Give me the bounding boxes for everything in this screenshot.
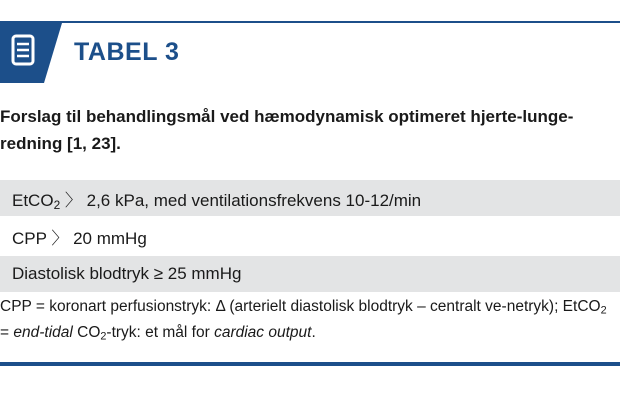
footnote-text: CO bbox=[72, 324, 101, 341]
table-title: TABEL 3 bbox=[74, 38, 180, 66]
table-footnote bbox=[0, 294, 610, 346]
subscript: 2 bbox=[53, 197, 61, 212]
table-cell bbox=[0, 180, 620, 217]
footnote-text: . bbox=[311, 324, 316, 341]
footnote-text: = bbox=[0, 324, 14, 341]
treatment-goals-table bbox=[0, 180, 620, 294]
document-list-icon bbox=[0, 23, 62, 83]
cell-text: Diastolisk blodtryk ≥ 25 mmHg bbox=[12, 264, 242, 283]
cell-text: CPP 〉 20 mmHg bbox=[12, 228, 147, 248]
bottom-rule bbox=[0, 362, 620, 366]
table-row bbox=[0, 180, 620, 217]
footnote-text: CPP = koronart perfusionstryk: Δ (arterielt diastolisk blodtryk – centralt ve-netryk); EtCO bbox=[0, 298, 601, 315]
table-cell bbox=[0, 217, 620, 255]
table-caption: Forslag til behandlingsmål ved hæmodynamisk optimeret hjerte-lunge-redning [1, 23]. bbox=[0, 107, 574, 153]
footnote-italic: cardiac output bbox=[214, 324, 312, 341]
cell-text-post: 〉 2,6 kPa, med ventilationsfrekvens 10-12/min bbox=[60, 190, 422, 210]
table-row bbox=[0, 217, 620, 255]
cell-text-pre: EtCO bbox=[12, 190, 54, 210]
footnote-italic: end-tidal bbox=[13, 324, 73, 341]
table-cell bbox=[0, 255, 620, 293]
table-row bbox=[0, 255, 620, 293]
subscript: 2 bbox=[100, 330, 107, 343]
footnote-text: -tryk: et mål for bbox=[106, 324, 215, 341]
table-header bbox=[0, 23, 620, 83]
subscript: 2 bbox=[600, 304, 607, 317]
